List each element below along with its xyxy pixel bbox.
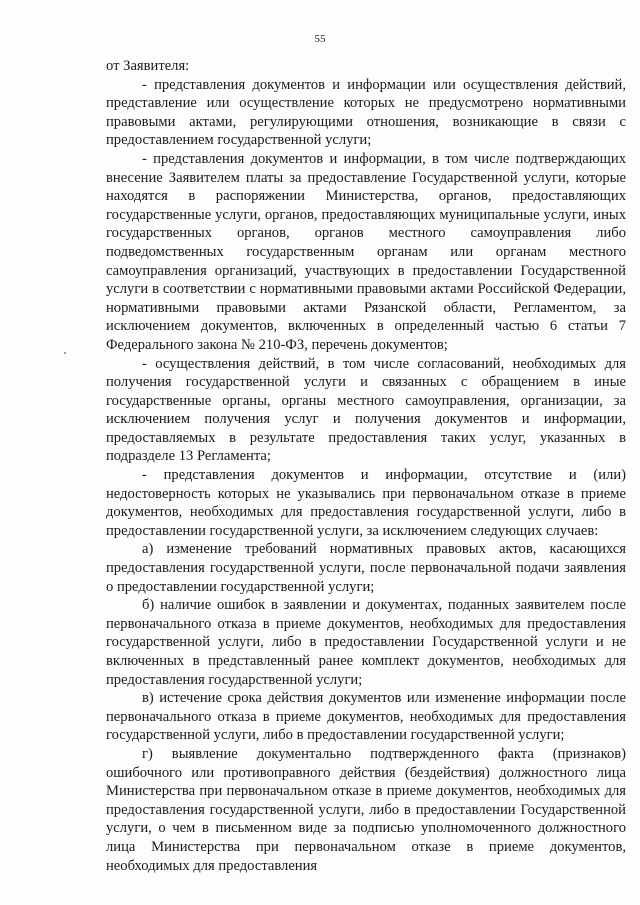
page-number: 55	[314, 33, 326, 45]
paragraph-case-b: б) наличие ошибок в заявлении и документах, поданных заявителем после первоначального отказа в приеме документов, необходимых для предоставления государственной услуги, либо в предоставлении Государственной услуги и не включенных в представленный ранее комплект документов, необходимых для предоставления государственной услуги;	[106, 597, 626, 688]
paragraph-case-d: г) выявление документально подтвержденного факта (признаков) ошибочного или противоправного действия (бездействия) должностного лица Министерства при первоначальном отказе в приеме документов, необходимых для предоставления государственной услуги, либо в предоставлении Государственной услуги, о чем в письменном виде за подписью уполномоченного должностного лица Министерства при первоначальном отказе в приеме документов, необходимых для предоставления	[106, 745, 626, 874]
paragraph-item-1: - представления документов и информации или осуществления действий, представление или осуществление которых не предусмотрено нормативными правовыми актами, регулирующими отношения, возникающие в связи с предоставлением государственной услуги;	[106, 76, 626, 149]
paragraph-item-2: - представления документов и информации, в том числе подтверждающих внесение Заявителем платы за предоставление Государственной услуги, которые находятся в распоряжении Министерства, органов, предоставляющих государственные услуги, органов, предоставляющих муниципальные услуги, иных государственных органов, органов местного самоуправления либо подведомственных государственным органам или органам местного самоуправления организаций, участвующих в предоставлении Государственной услуги в соответствии с нормативными правовыми актами Российской Федерации, нормативными правовыми актами Рязанской области, Регламентом, за исключением документов, включенных в определенный частью 6 статьи 7 Федерального закона № 210-ФЗ, перечень документов;	[106, 150, 626, 353]
paragraph-item-3: - осуществления действий, в том числе согласований, необходимых для получения государственной услуги и связанных с обращением в иные государственные органы, органы местного самоуправления, организации, за исключением получения услуг и получения документов и информации, предоставляемых в результате предоставления таких услуг, указанных в подразделе 13 Регламента;	[106, 355, 626, 465]
paragraph-item-4: - представления документов и информации, отсутствие и (или) недостоверность которых не указывались при первоначальном отказе в приеме документов, необходимых для предоставления государственной услуги, либо в предоставлении государственной услуги, за исключением следующих случаев:	[106, 467, 626, 539]
scan-speck	[64, 352, 66, 354]
paragraph-intro: от Заявителя:	[106, 58, 190, 74]
paragraph-case-a: а) изменение требований нормативных правовых актов, касающихся предоставления государственной услуги, после первоначальной подачи заявления о предоставлении государственной услуги;	[106, 541, 626, 595]
body-text	[106, 57, 626, 875]
paragraph-case-c: в) истечение срока действия документов или изменение информации после первоначального отказа в приеме документов, необходимых для предоставления государственной услуги, либо в предоставлении государственной услуги;	[106, 690, 626, 744]
